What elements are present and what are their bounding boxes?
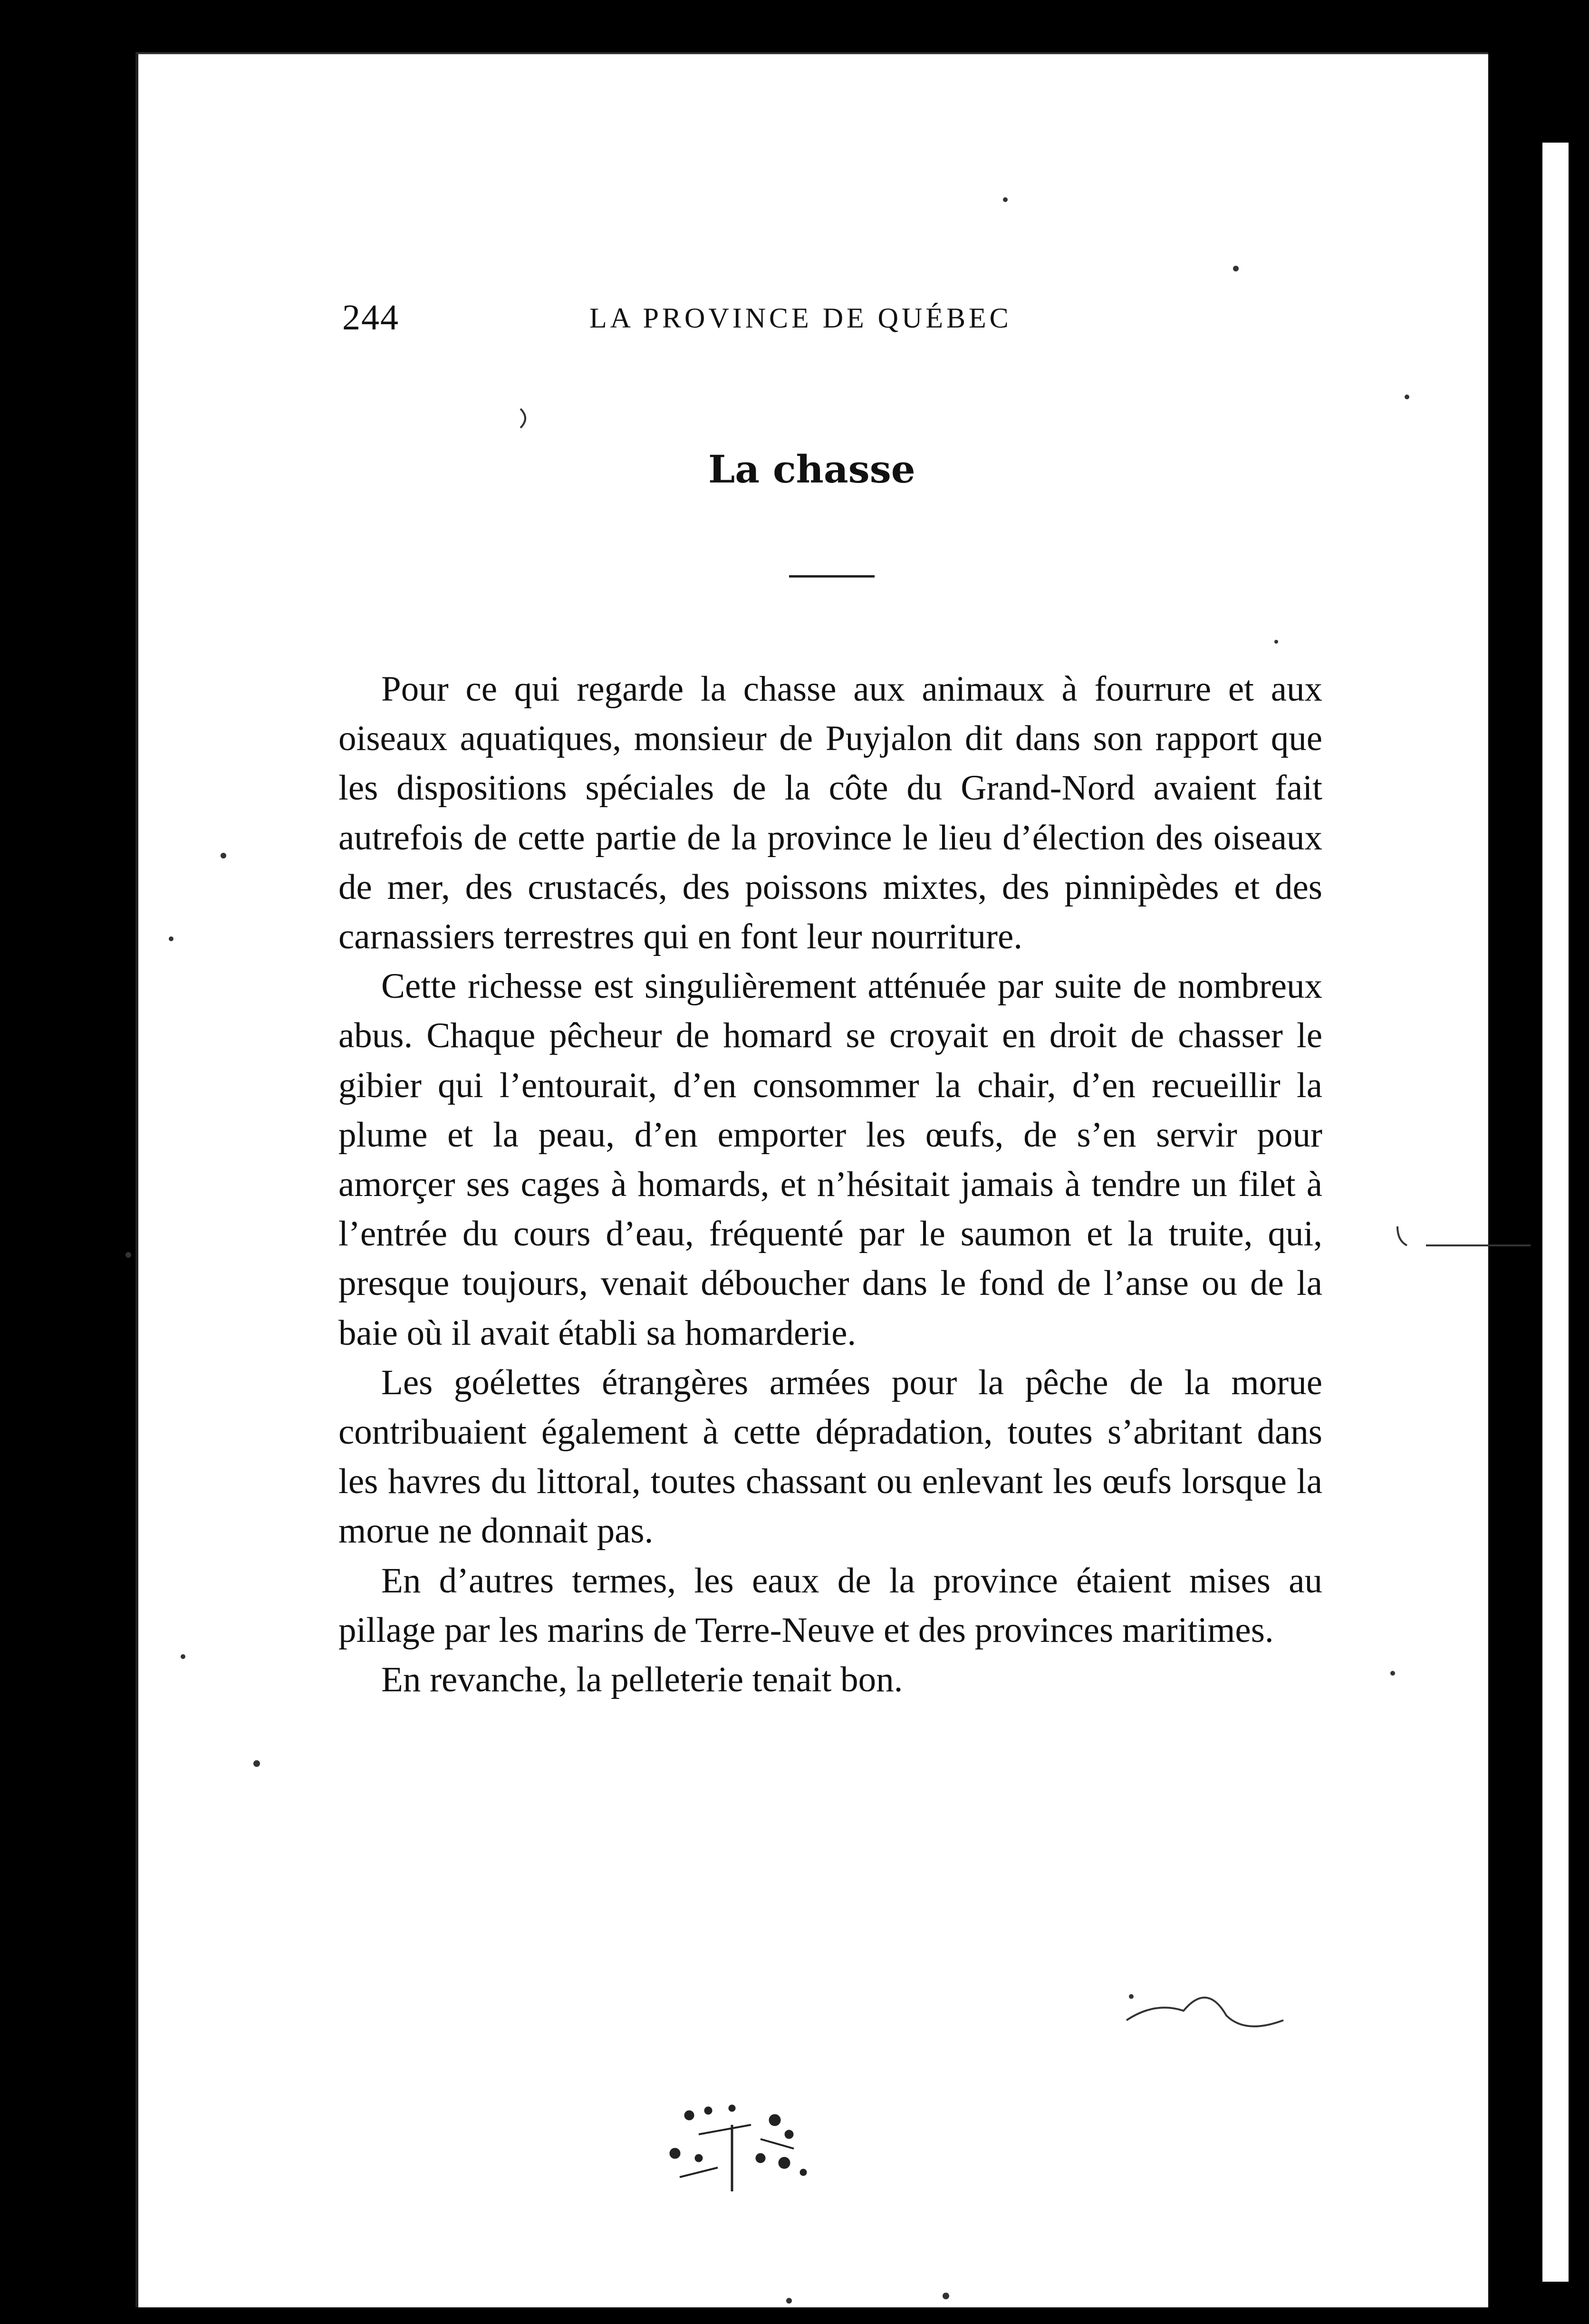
paragraph-5: En revanche, la pelleterie tenait bon.: [381, 1660, 903, 1700]
running-title: LA PROVINCE DE QUÉBEC: [589, 302, 1012, 334]
paragraph-4: En d’autres termes, les eaux de la province étaient mises au pillage par les marins de Terre-Neuve et des provinces maritimes.: [338, 1561, 1322, 1650]
paragraph-2: Cette richesse est singulièrement atténuée par suite de nombreux abus. Chaque pêcheur de homard se croyait en droit de chasser le gibier qui l’entourait, d’en consommer la chair, d’en recueillir la plume et la peau, d’en emporter les œufs, de s’en servir pour amorçer ses cages à homards, et n’hésitait jamais à tendre un filet à l’entrée du cours d’eau, fréquenté par le saumon et la truite, qui, presque toujours, venait déboucher dans le fond de l’anse ou de la baie où il avait établi sa homarderie.: [338, 966, 1322, 1353]
section-heading: La chasse: [708, 447, 915, 492]
paragraph-3: Les goélettes étrangères armées pour la pêche de la morue contribuaient également à cette dépradation, toutes s’abritant dans les havres du littoral, toutes chassant ou enlevant les œufs lorsque la morue ne donnait pas.: [338, 1362, 1322, 1551]
paragraph-1: Pour ce qui regarde la chasse aux animaux à fourrure et aux oiseaux aquatiques, monsieur de Puyjalon dit dans son rapport que les dispositions spéciales de la côte du Grand-Nord avaient fait autrefois de cette partie de la province le lieu d’élection des oiseaux de mer, des crustacés, des poissons mixtes, des pinnipèdes et des carnassiers terrestres qui en font leur nourriture.: [338, 669, 1322, 957]
page-number: 244: [342, 298, 399, 338]
